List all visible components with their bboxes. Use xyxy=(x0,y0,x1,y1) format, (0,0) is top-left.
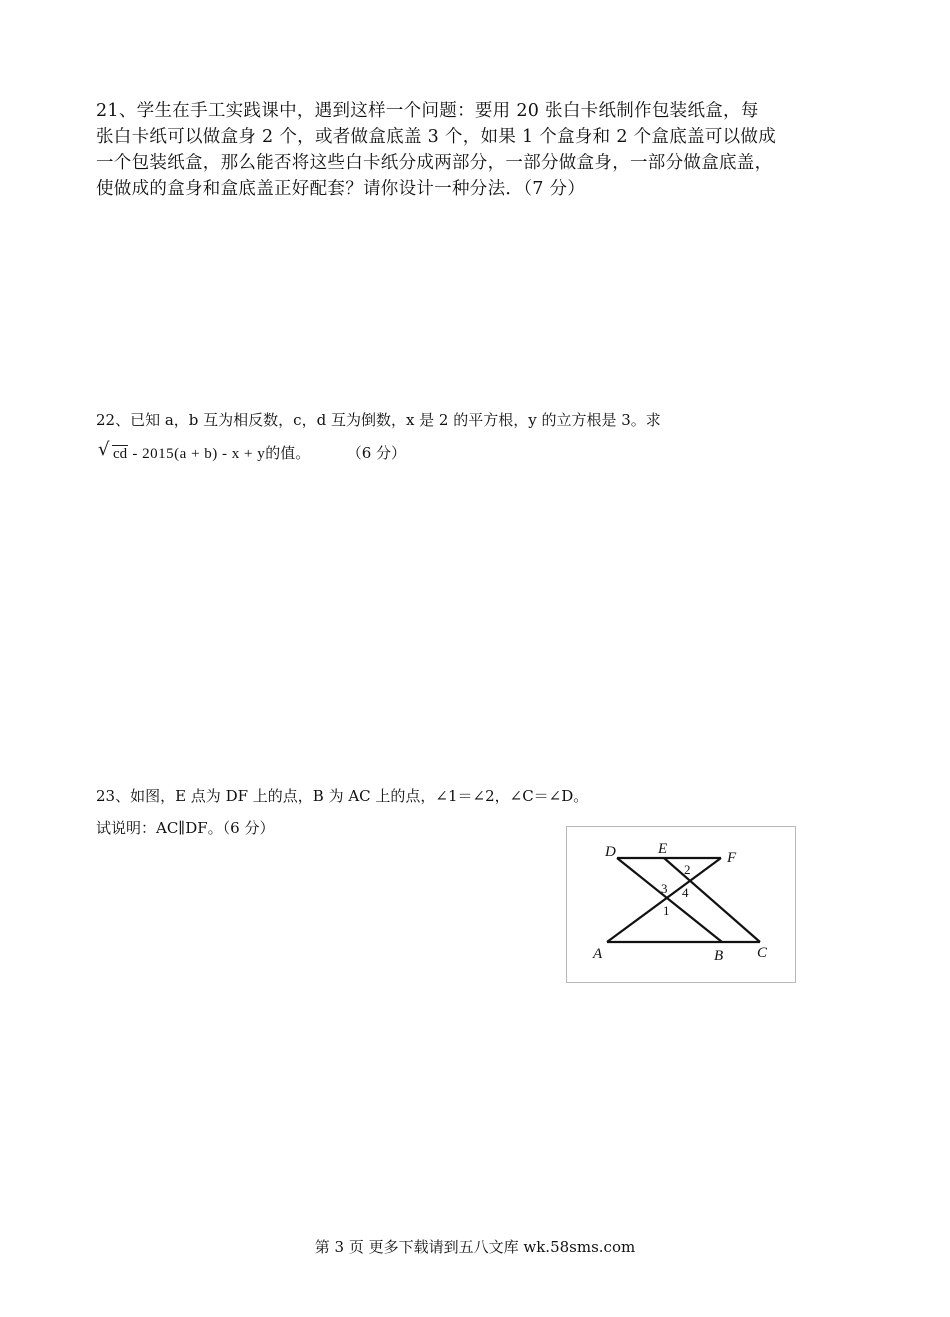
line-db xyxy=(617,858,722,942)
line-af xyxy=(607,858,721,942)
point-label-f: F xyxy=(727,850,737,866)
question-23-line2: 试说明：AC∥DF。（6 分） xyxy=(96,819,275,837)
expression-text: - 2015(a + b) - x + y xyxy=(128,446,266,462)
geometry-diagram xyxy=(567,827,795,982)
angle-label-3: 3 xyxy=(661,881,668,896)
question-22-line1: 22、已知 a，b 互为相反数，c，d 互为倒数，x 是 2 的平方根，y 的立方根是 3。求 xyxy=(96,411,661,429)
question-21-line: 21、学生在手工实践课中，遇到这样一个问题：要用 20 张白卡纸制作包装纸盒，每 xyxy=(96,101,759,121)
expression-tail: 的值。 xyxy=(265,444,311,462)
question-22-expression xyxy=(98,441,406,466)
point-label-a: A xyxy=(593,946,603,962)
question-23-line1: 23、如图，E 点为 DF 上的点，B 为 AC 上的点，∠1＝∠2，∠C＝∠D。 xyxy=(96,787,589,805)
question-21-line: 一个包装纸盒，那么能否将这些白卡纸分成两部分，一部分做盒身，一部分做盒底盖， xyxy=(96,153,773,173)
angle-label-2: 2 xyxy=(684,862,691,877)
question-22-points: （6 分） xyxy=(354,444,407,462)
question-21-line: 使做成的盒身和盒底盖正好配套？请你设计一种分法．（7 分） xyxy=(96,179,586,199)
point-label-d: D xyxy=(605,844,616,860)
question-21 xyxy=(96,98,866,202)
square-root xyxy=(98,441,128,466)
line-ec xyxy=(664,858,760,942)
question-21-line: 张白卡纸可以做盒身 2 个，或者做盒底盖 3 个，如果 1 个盒身和 2 个盒底盖可以做成 xyxy=(96,127,777,147)
point-label-c: C xyxy=(757,945,768,961)
point-label-b: B xyxy=(714,948,724,964)
angle-label-4: 4 xyxy=(682,885,689,900)
angle-label-1: 1 xyxy=(663,903,670,918)
page-footer: 第 3 页 更多下载请到五八文库 wk.58sms.com xyxy=(314,1238,636,1256)
radicand: cd xyxy=(113,446,128,462)
radical-sign: √ xyxy=(98,439,110,460)
geometry-figure xyxy=(566,826,796,983)
point-label-e: E xyxy=(658,841,668,857)
